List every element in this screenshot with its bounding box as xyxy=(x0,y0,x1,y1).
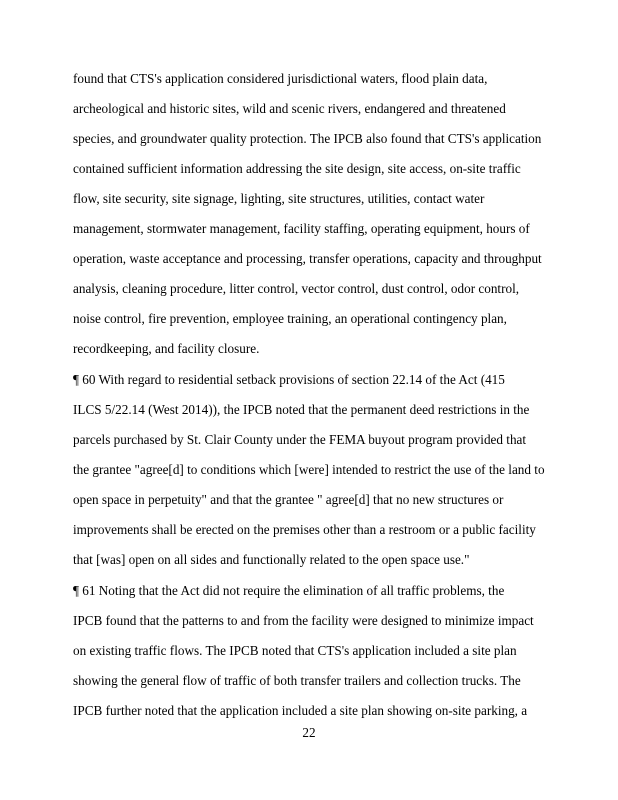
text-line: contained sufficient information addressing the site design, site access, on-site traffic xyxy=(73,161,521,176)
text-line: flow, site security, site signage, lighting, site structures, utilities, contact water xyxy=(73,191,485,206)
text-line: open space in perpetuity" and that the grantee " agree[d] that no new structures or xyxy=(73,492,504,507)
text-line: operation, waste acceptance and processing, transfer operations, capacity and throughput xyxy=(73,251,542,266)
text-line: species, and groundwater quality protection. The IPCB also found that CTS's application xyxy=(73,131,542,146)
text-line: IPCB found that the patterns to and from the facility were designed to minimize impact xyxy=(73,613,534,628)
text-line: archeological and historic sites, wild and scenic rivers, endangered and threatened xyxy=(73,101,506,116)
text-line: showing the general flow of traffic of both transfer trailers and collection trucks. The xyxy=(73,673,521,688)
paragraph-61-start: ¶ 61 Noting that the Act did not require the elimination of all traffic problems, the xyxy=(73,583,505,598)
text-line: on existing traffic flows. The IPCB noted that CTS's application included a site plan xyxy=(73,643,517,658)
page-number: 22 xyxy=(302,725,316,740)
text-line: recordkeeping, and facility closure. xyxy=(73,341,260,356)
text-line: improvements shall be erected on the premises other than a restroom or a public facility xyxy=(73,522,536,537)
text-line: parcels purchased by St. Clair County under the FEMA buyout program provided that xyxy=(73,432,527,447)
text-line: IPCB further noted that the application included a site plan showing on-site parking, a xyxy=(73,703,528,718)
text-line: ILCS 5/22.14 (West 2014)), the IPCB noted that the permanent deed restrictions in the xyxy=(73,402,530,417)
text-line: found that CTS's application considered jurisdictional waters, flood plain data, xyxy=(73,71,488,86)
text-line: management, stormwater management, facility staffing, operating equipment, hours of xyxy=(73,221,530,236)
text-line: the grantee "agree[d] to conditions which [were] intended to restrict the use of the land to xyxy=(73,462,545,477)
text-line: noise control, fire prevention, employee training, an operational contingency plan, xyxy=(73,311,507,326)
text-line: that [was] open on all sides and functionally related to the open space use." xyxy=(73,552,470,567)
text-line: analysis, cleaning procedure, litter control, vector control, dust control, odor control, xyxy=(73,281,520,296)
paragraph-60-start: ¶ 60 With regard to residential setback provisions of section 22.14 of the Act (415 xyxy=(73,372,505,387)
